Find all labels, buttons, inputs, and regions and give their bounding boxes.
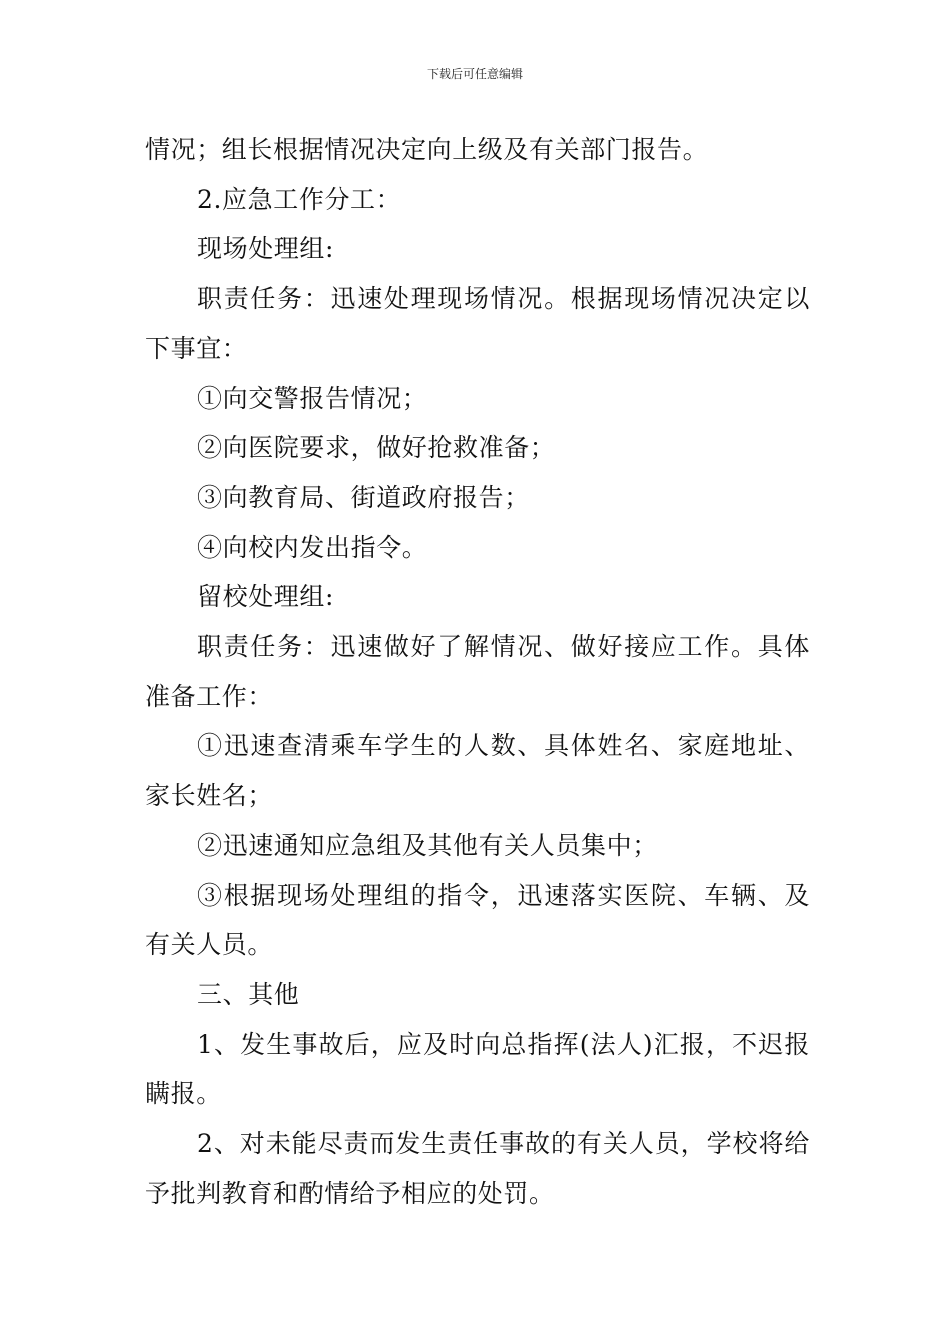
paragraph-14: 三、其他 [197,979,300,1009]
paragraph-15: 1、发生事故后，应及时向总指挥(法人)汇报，不迟报瞒报。 [145,1029,810,1109]
document-body [145,125,810,1218]
paragraph-6: ②向医院要求，做好抢救准备； [197,433,556,463]
paragraph-10: 职责任务：迅速做好了解情况、做好接应工作。具体准备工作： [145,632,810,711]
paragraph-16: 2、对未能尽责而发生责任事故的有关人员，学校将给予批判教育和酌情给予相应的处罚。 [145,1129,810,1208]
paragraph-1: 情况；组长根据情况决定向上级及有关部门报告。 [145,135,709,164]
page-header-note: 下载后可任意编辑 [426,67,523,81]
paragraph-2: 2.应急工作分工： [197,184,402,214]
paragraph-5: ①向交警报告情况； [197,383,428,413]
paragraph-9: 留校处理组: [197,582,335,612]
paragraph-13: ③根据现场处理组的指令，迅速落实医院、车辆、及有关人员。 [145,880,810,960]
paragraph-3: 现场处理组: [197,234,335,264]
paragraph-8: ④向校内发出指令。 [197,532,428,562]
paragraph-4: 职责任务：迅速处理现场情况。根据现场情况决定以下事宜： [145,284,810,363]
paragraph-12: ②迅速通知应急组及其他有关人员集中； [197,830,658,860]
paragraph-7: ③向教育局、街道政府报告； [197,482,530,512]
paragraph-11: ①迅速查清乘车学生的人数、具体姓名、家庭地址、家长姓名； [145,731,810,811]
